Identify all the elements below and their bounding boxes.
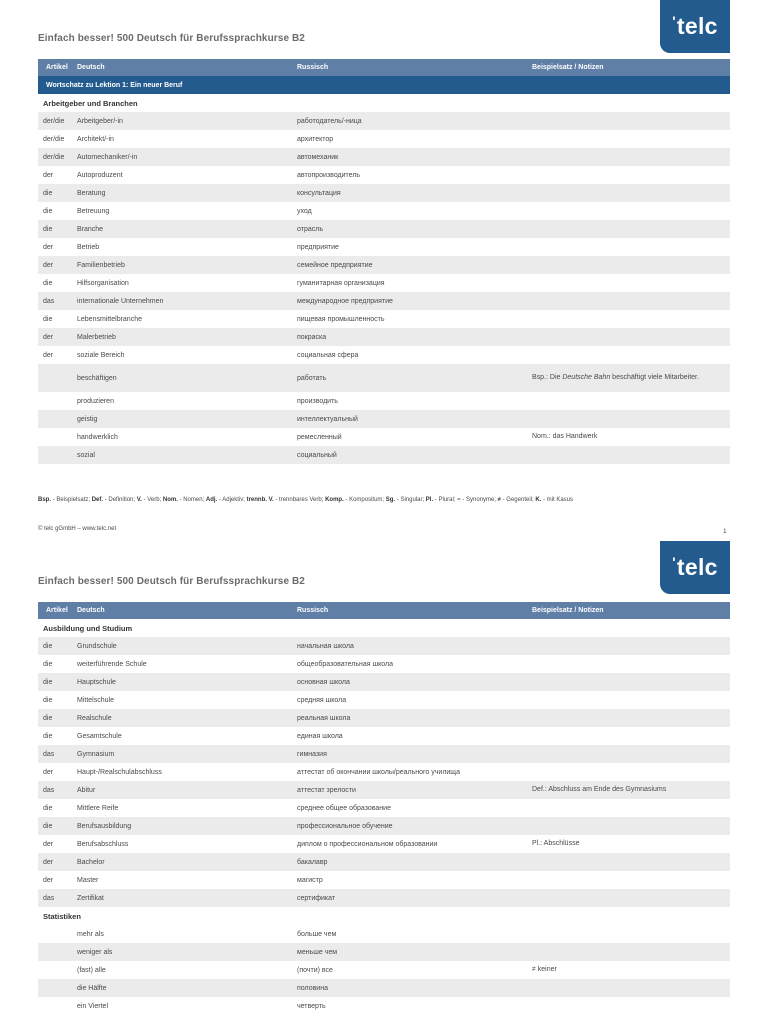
cell-deutsch: Berufsausbildung	[77, 817, 297, 835]
cell-deutsch: internationale Unternehmen	[77, 292, 297, 310]
table-row	[38, 428, 730, 446]
section-heading: Statistiken	[38, 907, 730, 925]
cell-artikel: die	[43, 660, 53, 668]
cell-notiz	[532, 220, 730, 238]
section-heading-row	[38, 907, 730, 925]
cell-notiz	[532, 392, 730, 410]
logo-text: telc	[676, 13, 718, 39]
cell-deutsch: Abitur	[77, 781, 297, 799]
cell-deutsch: Bachelor	[77, 853, 297, 871]
cell-russisch: сертификат	[297, 889, 532, 907]
cell-russisch: архитектор	[297, 135, 334, 143]
lesson-title: Wortschatz zu Lektion 1: Ein neuer Beruf	[38, 76, 730, 94]
table-row	[38, 835, 730, 853]
cell-artikel: die	[38, 637, 77, 655]
cell-artikel: der	[43, 876, 54, 884]
cell-artikel: der	[43, 351, 54, 359]
table-row	[38, 961, 730, 979]
cell-notiz	[532, 166, 730, 184]
cell-deutsch: (fast) alle	[77, 966, 106, 974]
table-row	[38, 745, 730, 763]
cell-deutsch: Gesamtschule	[77, 732, 122, 740]
table-row	[38, 889, 730, 907]
vocabulary-table	[38, 59, 730, 464]
cell-russisch: предприятие	[297, 243, 339, 251]
logo-text: telc	[676, 554, 718, 580]
cell-deutsch: sozial	[77, 446, 297, 464]
cell-russisch: отрасль	[297, 220, 532, 238]
cell-russisch: работать	[297, 364, 532, 392]
cell-notiz	[532, 673, 730, 691]
cell-artikel: die	[38, 220, 77, 238]
cell-notiz	[532, 256, 730, 274]
cell-deutsch: Haupt-/Realschulabschluss	[77, 768, 162, 776]
cell-artikel: der/die	[43, 135, 65, 143]
cell-russisch: производить	[297, 397, 338, 405]
table-row	[38, 763, 730, 781]
cell-artikel	[38, 364, 77, 392]
table-row	[38, 727, 730, 745]
cell-artikel: das	[38, 745, 77, 763]
cell-notiz	[532, 148, 730, 166]
cell-notiz	[532, 853, 730, 871]
table-row	[38, 202, 730, 220]
table-row	[38, 446, 730, 464]
cell-deutsch: Malerbetrieb	[77, 328, 297, 346]
cell-notiz	[532, 889, 730, 907]
cell-russisch: диплом о профессиональном образовании	[297, 840, 438, 848]
header-beispiel: Beispielsatz / Notizen	[532, 602, 730, 619]
cell-notiz	[532, 112, 730, 130]
cell-artikel: das	[38, 889, 77, 907]
page-2	[0, 541, 768, 1024]
cell-russisch: реальная школа	[297, 709, 532, 727]
table-row	[38, 673, 730, 691]
cell-notiz	[532, 799, 730, 817]
cell-notiz	[532, 346, 730, 364]
table-row	[38, 184, 730, 202]
cell-artikel: der	[38, 256, 77, 274]
cell-russisch: меньше чем	[297, 943, 532, 961]
cell-notiz	[532, 817, 730, 835]
cell-russisch: работодатель/-ница	[297, 112, 532, 130]
cell-russisch: гимназия	[297, 745, 532, 763]
table-body	[38, 619, 730, 1015]
cell-deutsch: Familienbetrieb	[77, 256, 297, 274]
cell-deutsch: mehr als	[77, 930, 104, 938]
cell-notiz: Bsp.: Die Deutsche Bahn beschäftigt viele Mitarbeiter.	[532, 364, 730, 392]
cell-deutsch: Betreuung	[77, 207, 110, 215]
cell-artikel	[38, 410, 77, 428]
cell-russisch: общеобразовательная школа	[297, 660, 393, 668]
header-russisch: Russisch	[297, 59, 532, 76]
cell-deutsch: Betrieb	[77, 243, 100, 251]
cell-artikel: das	[38, 781, 77, 799]
cell-notiz	[532, 709, 730, 727]
table-row	[38, 817, 730, 835]
cell-deutsch: Branche	[77, 220, 297, 238]
cell-deutsch: die Hälfte	[77, 979, 297, 997]
table-row	[38, 328, 730, 346]
cell-artikel: die	[43, 279, 53, 287]
cell-deutsch: Zertifikat	[77, 889, 297, 907]
cell-deutsch: Lebensmittelbranche	[77, 315, 142, 323]
cell-russisch: средняя школа	[297, 696, 347, 704]
cell-artikel: die	[43, 207, 53, 215]
cell-deutsch: produzieren	[77, 397, 114, 405]
cell-artikel: der/die	[38, 112, 77, 130]
cell-deutsch: weiterführende Schule	[77, 660, 147, 668]
table-row	[38, 655, 730, 673]
cell-deutsch: geistig	[77, 410, 297, 428]
section-heading-row	[38, 94, 730, 112]
cell-russisch: интеллектуальный	[297, 410, 532, 428]
cell-artikel: die	[43, 804, 53, 812]
table-row	[38, 691, 730, 709]
cell-notiz	[532, 925, 730, 943]
emphasis: Deutsche Bahn	[562, 374, 611, 381]
cell-notiz	[532, 727, 730, 745]
lesson-title-row	[38, 76, 730, 94]
cell-russisch: аттестат об окончании школы/реального училища	[297, 768, 460, 776]
cell-artikel: die	[43, 732, 53, 740]
cell-russisch: профессиональное обучение	[297, 817, 532, 835]
cell-notiz	[532, 130, 730, 148]
table-row	[38, 871, 730, 889]
table-row	[38, 292, 730, 310]
cell-notiz	[532, 745, 730, 763]
cell-artikel	[38, 997, 77, 1015]
cell-artikel	[38, 925, 77, 943]
cell-notiz	[532, 238, 730, 256]
cell-notiz	[532, 979, 730, 997]
cell-deutsch: Realschule	[77, 709, 297, 727]
cell-notiz: Nom.: das Handwerk	[532, 433, 598, 440]
table-row	[38, 238, 730, 256]
cell-russisch: пищевая промышленность	[297, 315, 385, 323]
header-deutsch: Deutsch	[77, 602, 297, 619]
cell-notiz: Def.: Abschluss am Ende des Gymnasiums	[532, 781, 730, 799]
cell-deutsch: Mittelschule	[77, 696, 114, 704]
cell-russisch: основная школа	[297, 673, 532, 691]
document-title: Einfach besser! 500 Deutsch für Berufssprachkurse B2	[38, 33, 305, 44]
cell-artikel	[38, 428, 77, 446]
cell-artikel: die	[43, 315, 53, 323]
cell-notiz	[532, 410, 730, 428]
cell-russisch: начальная школа	[297, 637, 532, 655]
cell-russisch: бакалавр	[297, 853, 532, 871]
table-row	[38, 853, 730, 871]
cell-artikel	[38, 979, 77, 997]
cell-artikel: der	[38, 853, 77, 871]
table-body	[38, 76, 730, 464]
cell-russisch: гуманитарная организация	[297, 279, 385, 287]
header-artikel: Artikel	[38, 602, 77, 619]
cell-deutsch: handwerklich	[77, 433, 118, 441]
section-heading: Ausbildung und Studium	[38, 619, 730, 637]
table-row	[38, 130, 730, 148]
cell-russisch: магистр	[297, 876, 323, 884]
table-row	[38, 997, 730, 1015]
cell-notiz	[532, 446, 730, 464]
cell-artikel: der	[38, 328, 77, 346]
table-row	[38, 979, 730, 997]
cell-deutsch: Beratung	[77, 184, 297, 202]
cell-notiz	[532, 328, 730, 346]
cell-notiz	[532, 943, 730, 961]
cell-notiz	[532, 637, 730, 655]
cell-artikel: der	[43, 243, 54, 251]
table-row	[38, 310, 730, 328]
cell-notiz	[532, 655, 730, 673]
cell-artikel: die	[38, 709, 77, 727]
cell-notiz: Pl.: Abschlüsse	[532, 840, 580, 847]
cell-artikel: der	[43, 171, 54, 179]
cell-deutsch: Autoproduzent	[77, 171, 123, 179]
cell-notiz	[532, 691, 730, 709]
cell-deutsch: Arbeitgeber/-in	[77, 112, 297, 130]
cell-deutsch: Master	[77, 876, 99, 884]
table-row	[38, 709, 730, 727]
cell-russisch: социальная сфера	[297, 351, 359, 359]
cell-notiz	[532, 184, 730, 202]
cell-deutsch: Mittlere Reife	[77, 804, 119, 812]
cell-artikel	[38, 392, 77, 410]
cell-artikel: die	[43, 696, 53, 704]
cell-artikel: der	[43, 840, 54, 848]
cell-deutsch: ein Viertel	[77, 1002, 109, 1010]
cell-notiz: ≠ keiner	[532, 966, 557, 973]
telc-logo: ' telc	[660, 0, 730, 53]
cell-artikel: die	[38, 817, 77, 835]
cell-deutsch: Automechaniker/-in	[77, 148, 297, 166]
cell-russisch: среднее общее образование	[297, 804, 391, 812]
copyright: © telc gGmbH – www.telc.net	[38, 526, 117, 532]
cell-artikel: der	[43, 768, 54, 776]
table-row	[38, 220, 730, 238]
cell-deutsch: Hauptschule	[77, 673, 297, 691]
cell-deutsch: Architekt/-in	[77, 135, 114, 143]
cell-russisch: социальный	[297, 446, 532, 464]
cell-notiz	[532, 997, 730, 1015]
table-row	[38, 346, 730, 364]
table-row	[38, 274, 730, 292]
cell-russisch: автопроизводитель	[297, 171, 361, 179]
cell-notiz	[532, 274, 730, 292]
cell-notiz	[532, 871, 730, 889]
cell-deutsch: Berufsabschluss	[77, 840, 129, 848]
cell-artikel: das	[38, 292, 77, 310]
table-row	[38, 410, 730, 428]
cell-deutsch: Grundschule	[77, 637, 297, 655]
table-row	[38, 392, 730, 410]
cell-russisch: единая школа	[297, 732, 343, 740]
table-header	[38, 602, 730, 619]
header-russisch: Russisch	[297, 602, 532, 619]
table-row	[38, 781, 730, 799]
cell-deutsch: soziale Bereich	[77, 351, 125, 359]
cell-deutsch: beschäftigen	[77, 364, 297, 392]
cell-notiz	[532, 202, 730, 220]
header-beispiel: Beispielsatz / Notizen	[532, 59, 730, 76]
table-row	[38, 148, 730, 166]
cell-artikel: die	[38, 673, 77, 691]
cell-russisch: международное предприятие	[297, 292, 532, 310]
cell-russisch: семейное предприятие	[297, 256, 532, 274]
cell-notiz	[532, 310, 730, 328]
cell-russisch: половина	[297, 979, 532, 997]
header-deutsch: Deutsch	[77, 59, 297, 76]
cell-russisch: аттестат зрелости	[297, 781, 532, 799]
cell-artikel: die	[38, 184, 77, 202]
table-row	[38, 799, 730, 817]
cell-artikel	[38, 961, 77, 979]
cell-artikel: der/die	[38, 148, 77, 166]
document-title: Einfach besser! 500 Deutsch für Berufssprachkurse B2	[38, 576, 305, 587]
cell-russisch: ремесленный	[297, 433, 342, 441]
cell-russisch: больше чем	[297, 930, 337, 938]
table-row	[38, 925, 730, 943]
section-heading: Arbeitgeber und Branchen	[38, 94, 730, 112]
cell-russisch: автомеханик	[297, 148, 532, 166]
table-row	[38, 943, 730, 961]
table-row	[38, 256, 730, 274]
page-number: 1	[723, 528, 727, 535]
table-row	[38, 637, 730, 655]
header-artikel: Artikel	[38, 59, 77, 76]
cell-notiz	[532, 763, 730, 781]
telc-logo: ' telc	[660, 541, 730, 594]
table-row	[38, 166, 730, 184]
cell-russisch: уход	[297, 207, 312, 215]
cell-notiz	[532, 292, 730, 310]
table-row	[38, 364, 730, 392]
cell-russisch: четверть	[297, 1002, 326, 1010]
cell-russisch: консультация	[297, 184, 532, 202]
cell-artikel	[38, 943, 77, 961]
cell-russisch: (почти) все	[297, 966, 333, 974]
cell-russisch: покраска	[297, 328, 532, 346]
cell-deutsch: Hilfsorganisation	[77, 279, 129, 287]
cell-deutsch: weniger als	[77, 943, 297, 961]
section-heading-row	[38, 619, 730, 637]
vocabulary-table	[38, 602, 730, 1015]
table-header	[38, 59, 730, 76]
table-row	[38, 112, 730, 130]
cell-artikel	[38, 446, 77, 464]
cell-deutsch: Gymnasium	[77, 745, 297, 763]
abbreviation-legend: Bsp. - Beispielsatz; Def. - Definition; V. - Verb; Nom. - Nomen; Adj. - Adjektiv; trennb. V. - trennbares Verb; Komp. - Kompositum; Sg. - Singular; Pl. - Plural; = - Synonyme; ≠ - Gegenteil; K. - mit Kasus	[38, 497, 574, 503]
